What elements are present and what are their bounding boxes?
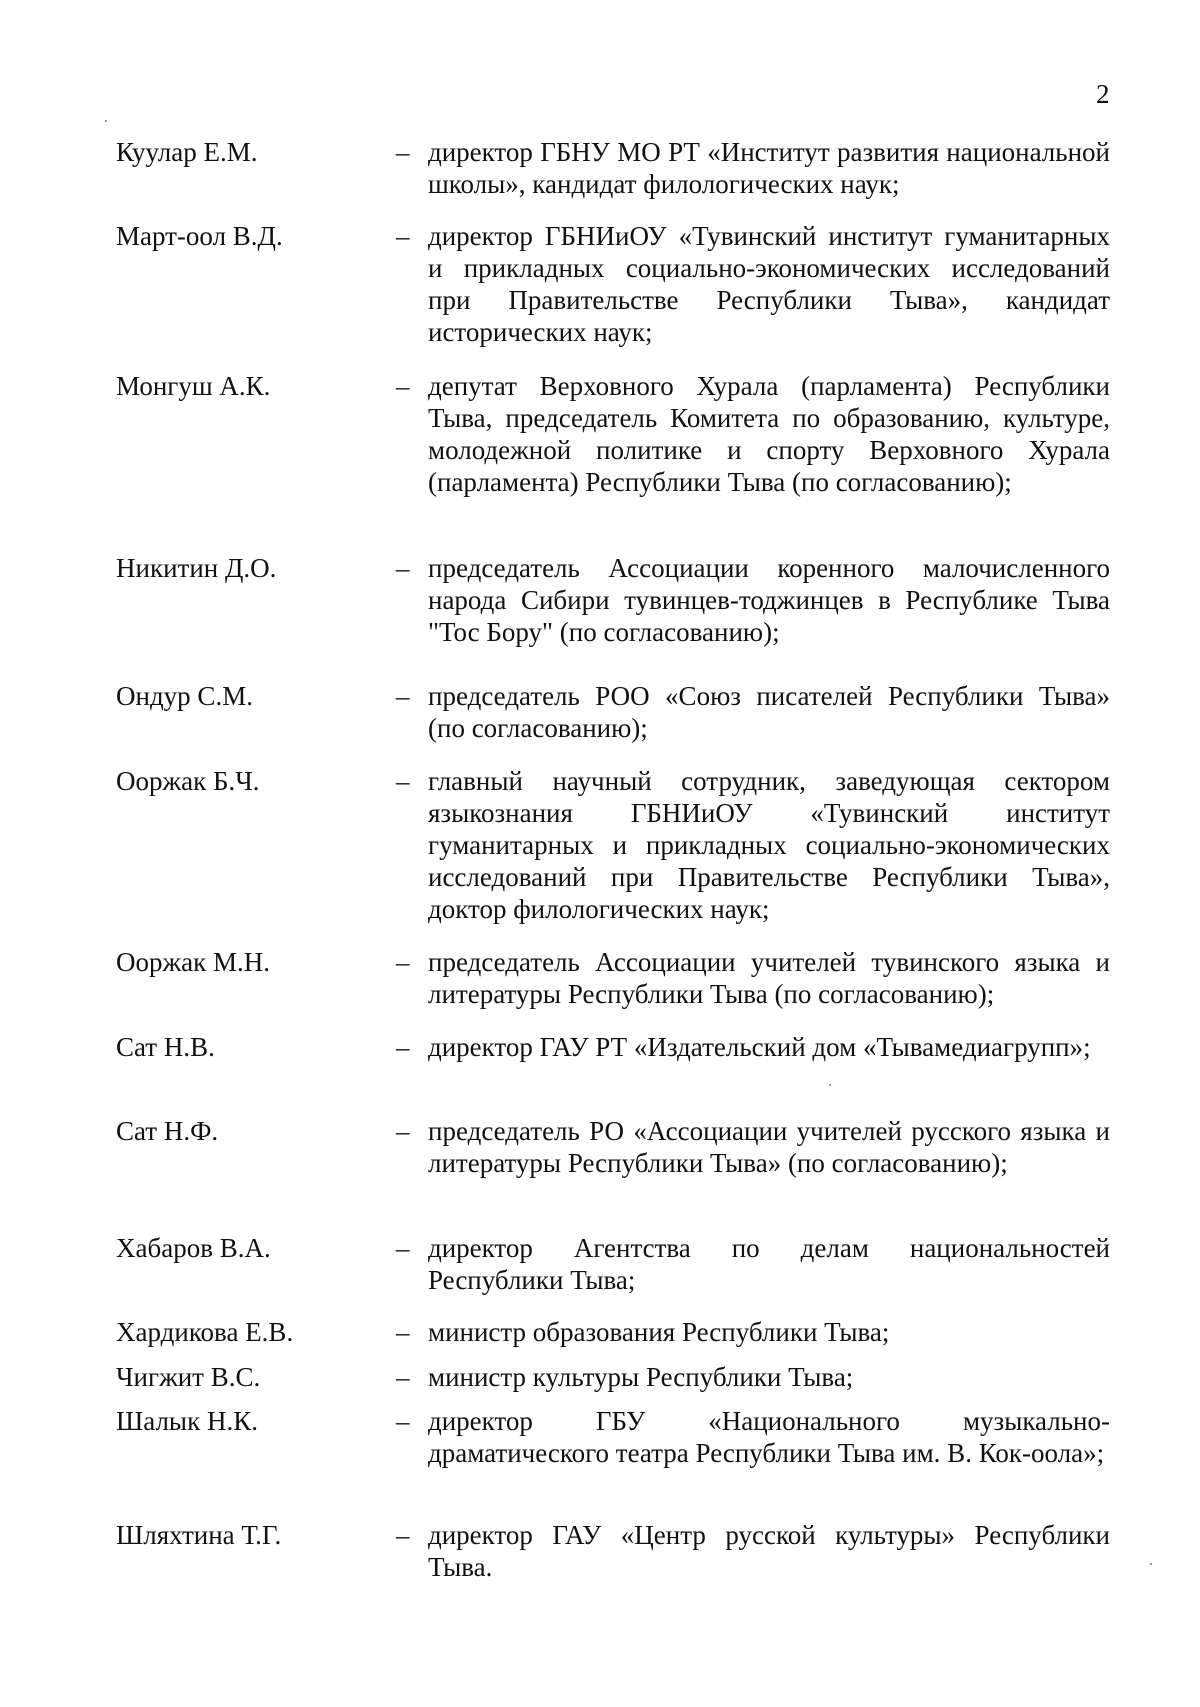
dash-separator: – [396,553,410,583]
member-position: главный научный сотрудник, заведующая сектором языкознания ГБНИиОУ «Тувинский институт гуманитарных и прикладных социально-экономических исследований при Правительстве Республики Тыва», доктор филологических наук; [428,766,1110,924]
member-name: Март-оол В.Д. [116,221,283,251]
member-name: Никитин Д.О. [116,553,277,583]
member-name: Шляхтина Т.Г. [116,1520,282,1550]
member-position: министр образования Республики Тыва; [428,1317,890,1347]
dash-separator: – [396,371,410,401]
scan-speck [105,120,107,122]
scan-speck [1150,1563,1152,1565]
dash-separator: – [396,221,410,251]
member-name: Хардикова Е.В. [116,1317,294,1347]
member-name: Монгуш А.К. [116,371,271,401]
member-position: министр культуры Республики Тыва; [428,1362,854,1392]
dash-separator: – [396,766,410,796]
member-name: Куулар Е.М. [116,137,258,167]
member-name: Сат Н.Ф. [116,1116,219,1146]
member-position: директор ГБНИиОУ «Тувинский институт гуманитарных и прикладных социально-экономических исследований при Правительстве Республики Тыва», кандидат исторических наук; [428,221,1110,347]
member-name: Ооржак Б.Ч. [116,766,260,796]
member-name: Сат Н.В. [116,1032,215,1062]
member-name: Шалык Н.К. [116,1406,258,1436]
member-position: депутат Верховного Хурала (парламента) Республики Тыва, председатель Комитета по образованию, культуре, молодежной политике и спорту Верховного Хурала (парламента) Республики Тыва (по согласованию); [428,371,1110,497]
scan-speck [829,1084,831,1086]
dash-separator: – [396,1362,410,1392]
member-position: директор ГАУ «Центр русской культуры» Республики Тыва. [428,1520,1110,1582]
dash-separator: – [396,1317,410,1347]
dash-separator: – [396,1406,410,1436]
member-position: директор ГБУ «Национального музыкально-драматического театра Республики Тыва им. В. Кок-оола»; [428,1406,1110,1468]
dash-separator: – [396,681,410,711]
dash-separator: – [396,1233,410,1263]
dash-separator: – [396,137,410,167]
dash-separator: – [396,1116,410,1146]
member-position: директор Агентства по делам национальностей Республики Тыва; [428,1233,1110,1295]
member-position: председатель Ассоциации учителей тувинского языка и литературы Республики Тыва (по согласованию); [428,947,1110,1009]
member-name: Ондур С.М. [116,681,253,711]
member-name: Ооржак М.Н. [116,947,271,977]
member-name: Чигжит В.С. [116,1362,261,1392]
member-position: директор ГБНУ МО РТ «Институт развития национальной школы», кандидат филологических наук; [428,137,1110,199]
member-position: председатель Ассоциации коренного малочисленного народа Сибири тувинцев-тоджинцев в Республике Тыва "Тос Бору" (по согласованию); [428,553,1110,647]
dash-separator: – [396,1520,410,1550]
member-position: председатель РОО «Союз писателей Республики Тыва» (по согласованию); [428,681,1110,743]
member-position: директор ГАУ РТ «Издательский дом «Тывамедиагрупп»; [428,1032,1091,1062]
member-position: председатель РО «Ассоциации учителей русского языка и литературы Республики Тыва» (по согласованию); [428,1116,1110,1178]
member-name: Хабаров В.А. [116,1233,271,1263]
dash-separator: – [396,947,410,977]
page-number: 2 [1096,79,1110,109]
dash-separator: – [396,1032,410,1062]
